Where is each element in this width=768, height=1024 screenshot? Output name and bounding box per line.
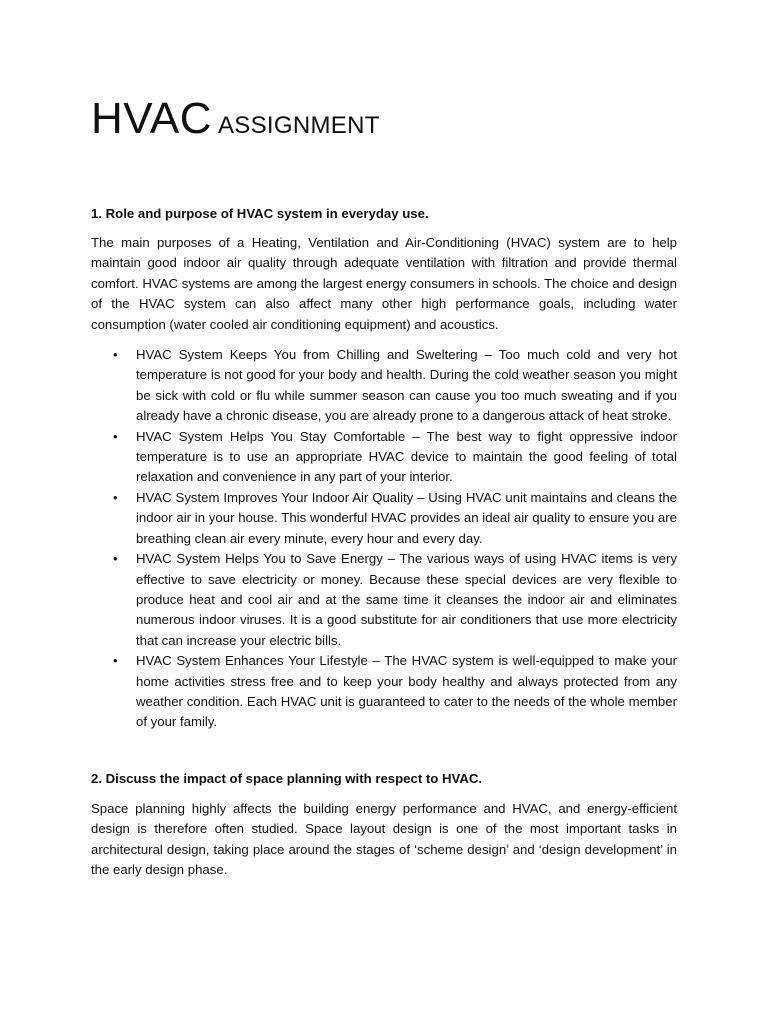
bullet-text: HVAC System Keeps You from Chilling and Sweltering – Too much cold and very hot temperature is not good for your body and health. During the cold weather season you might be sick with cold or flu while summer season can cause you too much sweating and if you already have a chronic disease, you are already prone to a dangerous attack of heat stroke. — [136, 347, 677, 424]
bullet-text: HVAC System Helps You to Save Energy – The various ways of using HVAC items is very effective to save electricity or money. Because these special devices are very flexible to produce heat and cool air and at the same time it cleanses the indoor air and eliminates numerous indoor viruses. It is a good substitute for air conditioners that use more electricity that can increase your electric bills. — [136, 551, 677, 648]
list-item — [91, 549, 677, 651]
list-item — [91, 651, 677, 733]
section-1-paragraph: The main purposes of a Heating, Ventilation and Air-Conditioning (HVAC) system are to help maintain good indoor air quality through adequate ventilation with filtration and provide thermal comfort. HVAC systems are among the largest energy consumers in schools. The choice and design of the HVAC system can also affect many other high performance goals, including water consumption (water cooled air conditioning equipment) and acoustics. — [91, 235, 677, 332]
bullet-text: HVAC System Enhances Your Lifestyle – The HVAC system is well-equipped to make your home activities stress free and to keep your body healthy and always protected from any weather condition. Each HVAC unit is guaranteed to cater to the needs of the whole member of your family. — [136, 653, 677, 730]
bullet-text: HVAC System Improves Your Indoor Air Quality – Using HVAC unit maintains and cleans the indoor air in your house. This wonderful HVAC provides an ideal air quality to ensure you are breathing clean air every minute, every hour and every day. — [136, 489, 677, 546]
section-1-heading: 1. Role and purpose of HVAC system in everyday use. — [91, 206, 429, 221]
bullet-icon: • — [113, 551, 118, 567]
bullet-icon: • — [113, 347, 118, 363]
section-2-paragraph: Space planning highly affects the building energy performance and HVAC, and energy-efficient design is therefore often studied. Space layout design is one of the most important tasks in architectural design, taking place around the stages of ‘scheme design’ and ‘design development’ in the early design phase. — [91, 800, 677, 877]
list-item — [91, 427, 677, 488]
section-2-heading: 2. Discuss the impact of space planning with respect to HVAC. — [91, 770, 483, 786]
title-sub: ASSIGNMENT — [217, 112, 380, 139]
bullet-icon: • — [113, 428, 118, 444]
section-1-bullet-list — [91, 345, 677, 733]
bullet-icon: • — [113, 653, 118, 669]
document-title — [91, 94, 677, 143]
list-item — [91, 488, 677, 549]
bullet-icon: • — [113, 489, 118, 505]
bullet-text: HVAC System Helps You Stay Comfortable – The best way to fight oppressive indoor temperature is to use an appropriate HVAC device to maintain the good feeling of total relaxation and convenience in any part of your interior. — [136, 428, 677, 485]
list-item — [91, 345, 677, 427]
title-main: HVAC — [91, 94, 212, 143]
